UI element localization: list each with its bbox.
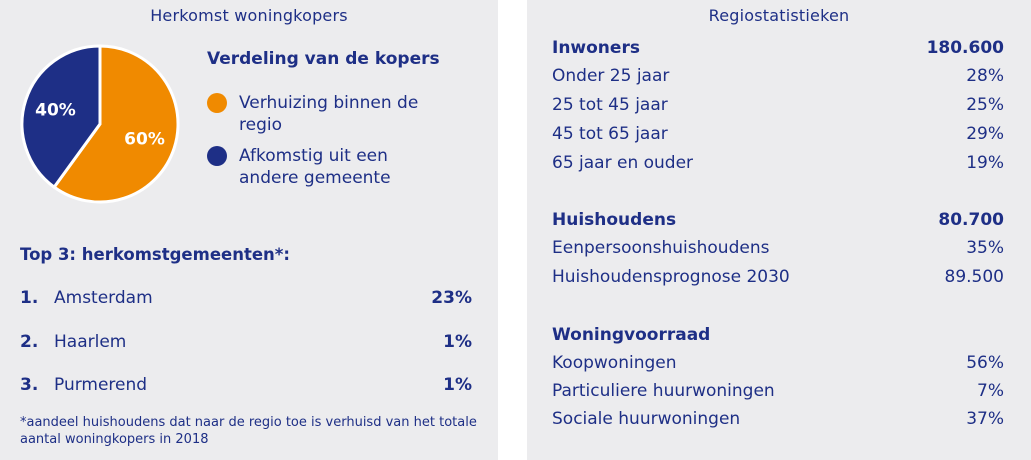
- top3-rank: 2.: [20, 332, 39, 352]
- stats-row: [552, 95, 1004, 121]
- top3-item: [20, 332, 472, 354]
- stats-row-label: Particuliere huurwoningen: [552, 381, 775, 401]
- stats-row: [552, 353, 1004, 379]
- footnote: *aandeel huishoudens dat naar de regio toe is verhuisd van het totale aantal woningkopers in 2018: [20, 415, 477, 447]
- top3-share: 23%: [431, 288, 472, 308]
- stats-row: [552, 267, 1004, 293]
- stats-row-value: 37%: [966, 409, 1004, 429]
- buyer-distribution-pie-chart: [20, 44, 180, 204]
- stats-row: [552, 409, 1004, 435]
- stats-row: [552, 66, 1004, 92]
- stats-row-value: 35%: [966, 238, 1004, 258]
- top3-share: 1%: [443, 332, 472, 352]
- stats-header-value: 180.600: [926, 38, 1004, 58]
- stats-row-label: 25 tot 45 jaar: [552, 95, 668, 115]
- stats-header-label: Inwoners: [552, 38, 640, 58]
- stats-row: [552, 124, 1004, 150]
- legend-swatch-orange: [207, 93, 227, 113]
- pie-label-other-municipality: 40%: [35, 100, 76, 121]
- top3-municipality: Amsterdam: [54, 288, 153, 308]
- stats-row-label: Huishoudensprognose 2030: [552, 267, 790, 287]
- legend-label-other-municipality: Afkomstig uit een andere gemeente: [239, 146, 391, 188]
- stats-row-label: Sociale huurwoningen: [552, 409, 741, 429]
- pie-label-regional: 60%: [124, 129, 165, 150]
- stats-row-label: Koopwoningen: [552, 353, 677, 373]
- stats-row-value: 56%: [966, 353, 1004, 373]
- stats-row-label: 65 jaar en ouder: [552, 153, 694, 173]
- top3-municipality: Purmerend: [54, 375, 148, 395]
- top3-title: Top 3: herkomstgemeenten*:: [20, 245, 290, 264]
- stats-row-value: 25%: [966, 95, 1004, 115]
- region-stats-panel: [527, 0, 1031, 460]
- stats-section-header: [552, 38, 1004, 64]
- stats-row-value: 19%: [966, 153, 1004, 173]
- stats-row: [552, 381, 1004, 407]
- stats-row-value: 89.500: [944, 267, 1004, 287]
- origin-panel: [0, 0, 498, 460]
- top3-rank: 3.: [20, 375, 39, 395]
- stats-section-header: [552, 325, 1004, 351]
- stats-row-label: Onder 25 jaar: [552, 66, 670, 86]
- top3-item: [20, 288, 472, 310]
- top3-municipality: Haarlem: [54, 332, 127, 352]
- stats-header-value: 80.700: [938, 210, 1004, 230]
- stats-header-label: Woningvoorraad: [552, 325, 711, 345]
- stats-section-header: [552, 210, 1004, 236]
- legend-title: Verdeling van de kopers: [207, 49, 440, 69]
- stats-row-label: 45 tot 65 jaar: [552, 124, 668, 144]
- origin-panel-title: Herkomst woningkopers: [150, 6, 348, 25]
- stats-row-value: 29%: [966, 124, 1004, 144]
- stats-row-label: Eenpersoonshuishoudens: [552, 238, 770, 258]
- stats-row-value: 7%: [977, 381, 1004, 401]
- region-stats-title: Regiostatistieken: [708, 6, 850, 25]
- legend-swatch-navy: [207, 146, 227, 166]
- stats-header-label: Huishoudens: [552, 210, 677, 230]
- top3-share: 1%: [443, 375, 472, 395]
- stats-row-value: 28%: [966, 66, 1004, 86]
- stats-row: [552, 153, 1004, 179]
- top3-rank: 1.: [20, 288, 39, 308]
- top3-item: [20, 375, 472, 397]
- legend-label-regional: Verhuizing binnen de regio: [239, 93, 419, 135]
- stats-row: [552, 238, 1004, 264]
